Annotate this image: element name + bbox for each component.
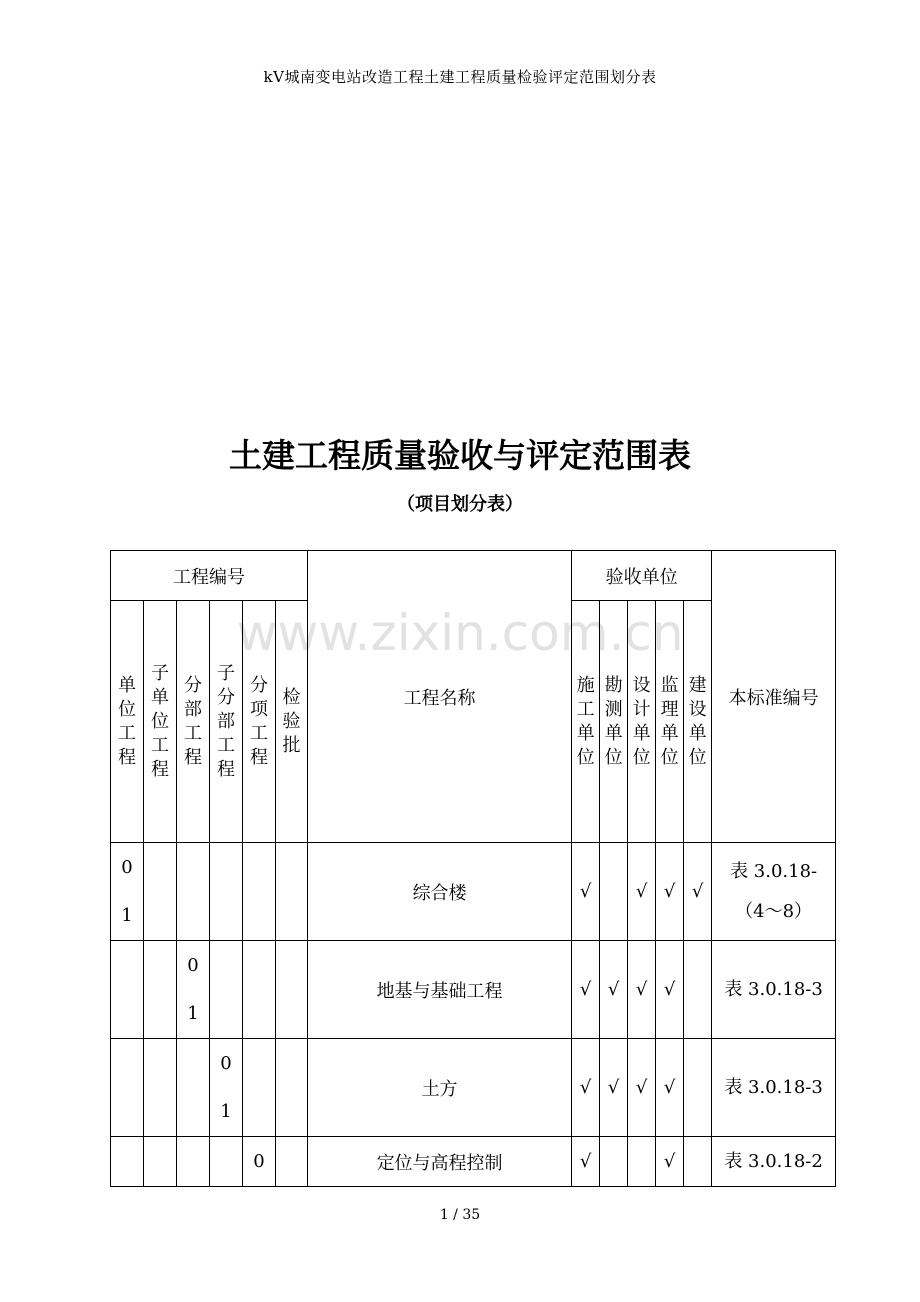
check-mark-cell: √ xyxy=(628,843,656,941)
header-char: 施 xyxy=(576,674,595,696)
standard-number-cell xyxy=(712,941,836,1039)
check-mark-cell xyxy=(684,1137,712,1187)
check-mark-cell xyxy=(628,1137,656,1187)
code-cell xyxy=(243,1039,276,1137)
header-accept-construction xyxy=(572,601,600,843)
header-code-sub-item xyxy=(243,601,276,843)
page-header: kV城南变电站改造工程土建工程质量检验评定范围划分表 xyxy=(263,68,657,86)
code-cell xyxy=(210,1039,243,1137)
check-mark-cell xyxy=(600,1137,628,1187)
header-char: 设 xyxy=(688,698,707,720)
header-char: 位 xyxy=(604,746,623,768)
standard-number-line: 表 3.0.18-3 xyxy=(724,1076,823,1098)
code-cell xyxy=(144,1039,177,1137)
code-cell xyxy=(276,843,308,941)
header-char: 工 xyxy=(184,722,202,744)
header-char: 验 xyxy=(282,710,301,732)
header-char: 单 xyxy=(576,722,595,744)
code-cell xyxy=(276,1039,308,1137)
standard-number-line: 表 3.0.18-2 xyxy=(724,1150,823,1172)
header-char: 工 xyxy=(576,698,595,720)
header-char: 位 xyxy=(576,746,595,768)
header-char: 设 xyxy=(632,674,651,696)
standard-number-cell xyxy=(712,1039,836,1137)
header-char: 位 xyxy=(151,710,169,732)
header-char: 工 xyxy=(250,722,268,744)
code-cell xyxy=(111,1039,144,1137)
header-char: 子 xyxy=(217,662,235,684)
check-mark-cell: √ xyxy=(572,941,600,1039)
header-standard-number: 本标准编号 xyxy=(712,551,836,843)
table-row xyxy=(111,1039,836,1137)
header-char: 程 xyxy=(250,746,268,768)
project-name-cell: 土方 xyxy=(308,1039,572,1137)
header-char: 单 xyxy=(151,686,169,708)
check-mark-cell: √ xyxy=(600,1039,628,1137)
code-digit: 1 xyxy=(187,1002,199,1024)
header-code-division xyxy=(177,601,210,843)
header-char: 勘 xyxy=(604,674,623,696)
code-cell xyxy=(177,843,210,941)
code-cell xyxy=(177,1039,210,1137)
standard-number-cell xyxy=(712,1137,836,1187)
standard-number-line: （4～8） xyxy=(735,900,813,922)
header-char: 计 xyxy=(632,698,651,720)
code-cell xyxy=(243,843,276,941)
header-accept-owner xyxy=(684,601,712,843)
code-cell xyxy=(210,1137,243,1187)
header-char: 位 xyxy=(660,746,679,768)
code-cell xyxy=(144,843,177,941)
code-cell xyxy=(111,1137,144,1187)
code-digit: 0 xyxy=(187,954,199,976)
header-char: 位 xyxy=(632,746,651,768)
header-char: 单 xyxy=(660,722,679,744)
code-cell xyxy=(111,843,144,941)
header-char: 建 xyxy=(688,674,707,696)
code-cell xyxy=(243,941,276,1039)
header-char: 项 xyxy=(250,698,268,720)
header-char: 程 xyxy=(184,746,202,768)
code-cell xyxy=(243,1137,276,1187)
header-char: 单 xyxy=(632,722,651,744)
header-project-name: 工程名称 xyxy=(308,551,572,843)
header-char: 批 xyxy=(282,734,301,756)
header-project-code: 工程编号 xyxy=(111,551,308,601)
check-mark-cell: √ xyxy=(572,843,600,941)
code-cell xyxy=(144,941,177,1039)
check-mark-cell: √ xyxy=(684,843,712,941)
page-number: 1 / 35 xyxy=(439,1207,481,1223)
header-accept-design xyxy=(628,601,656,843)
check-mark-cell: √ xyxy=(600,941,628,1039)
watermark: www.zixin.com.cn xyxy=(236,604,684,662)
header-char: 工 xyxy=(151,734,169,756)
code-digit: 0 xyxy=(220,1052,232,1074)
code-cell xyxy=(210,843,243,941)
header-char: 单 xyxy=(604,722,623,744)
header-code-sub-unit xyxy=(144,601,177,843)
table-body xyxy=(111,843,836,1187)
code-cell xyxy=(177,1137,210,1187)
header-char: 检 xyxy=(282,686,301,708)
header-char: 程 xyxy=(151,758,169,780)
header-char: 位 xyxy=(118,698,136,720)
table-row xyxy=(111,941,836,1039)
check-mark-cell: √ xyxy=(628,1039,656,1137)
table-row xyxy=(111,1137,836,1187)
document-title: 土建工程质量验收与评定范围表 xyxy=(229,436,691,475)
check-mark-cell xyxy=(684,941,712,1039)
header-accept-supervision xyxy=(656,601,684,843)
code-cell xyxy=(144,1137,177,1187)
project-name-cell: 定位与高程控制 xyxy=(308,1137,572,1187)
check-mark-cell: √ xyxy=(656,941,684,1039)
table-row xyxy=(111,843,836,941)
header-char: 部 xyxy=(184,698,202,720)
code-cell xyxy=(177,941,210,1039)
header-char: 理 xyxy=(660,698,679,720)
standard-number-line: 表 3.0.18-3 xyxy=(724,978,823,1000)
header-char: 工 xyxy=(118,722,136,744)
standard-number-line: 表 3.0.18- xyxy=(730,860,818,882)
standard-number-cell xyxy=(712,843,836,941)
code-cell xyxy=(276,941,308,1039)
code-digit: 0 xyxy=(253,1150,265,1172)
division-table xyxy=(110,550,836,1187)
header-code-unit xyxy=(111,601,144,843)
check-mark-cell xyxy=(684,1039,712,1137)
project-name-cell: 地基与基础工程 xyxy=(308,941,572,1039)
check-mark-cell: √ xyxy=(656,843,684,941)
header-char: 工 xyxy=(217,734,235,756)
check-mark-cell: √ xyxy=(656,1137,684,1187)
code-cell xyxy=(276,1137,308,1187)
header-char: 分 xyxy=(184,674,202,696)
check-mark-cell: √ xyxy=(628,941,656,1039)
header-acceptance-units: 验收单位 xyxy=(572,551,712,601)
check-mark-cell: √ xyxy=(656,1039,684,1137)
header-char: 子 xyxy=(151,662,169,684)
header-char: 位 xyxy=(688,746,707,768)
check-mark-cell: √ xyxy=(572,1039,600,1137)
project-name-cell: 综合楼 xyxy=(308,843,572,941)
header-char: 分 xyxy=(217,686,235,708)
code-cell xyxy=(210,941,243,1039)
code-cell xyxy=(111,941,144,1039)
document-subtitle: （项目划分表） xyxy=(397,494,523,515)
header-accept-survey xyxy=(600,601,628,843)
check-mark-cell: √ xyxy=(572,1137,600,1187)
code-digit: 1 xyxy=(121,904,133,926)
header-char: 程 xyxy=(217,758,235,780)
header-code-sub-division xyxy=(210,601,243,843)
code-digit: 1 xyxy=(220,1100,232,1122)
code-digit: 0 xyxy=(121,856,133,878)
header-char: 部 xyxy=(217,710,235,732)
header-char: 程 xyxy=(118,746,136,768)
check-mark-cell xyxy=(600,843,628,941)
header-char: 单 xyxy=(688,722,707,744)
header-code-inspection-lot xyxy=(276,601,308,843)
table-header-row-1 xyxy=(111,551,836,601)
header-char: 监 xyxy=(660,674,679,696)
header-char: 单 xyxy=(118,674,136,696)
header-char: 测 xyxy=(604,698,623,720)
header-char: 分 xyxy=(250,674,268,696)
